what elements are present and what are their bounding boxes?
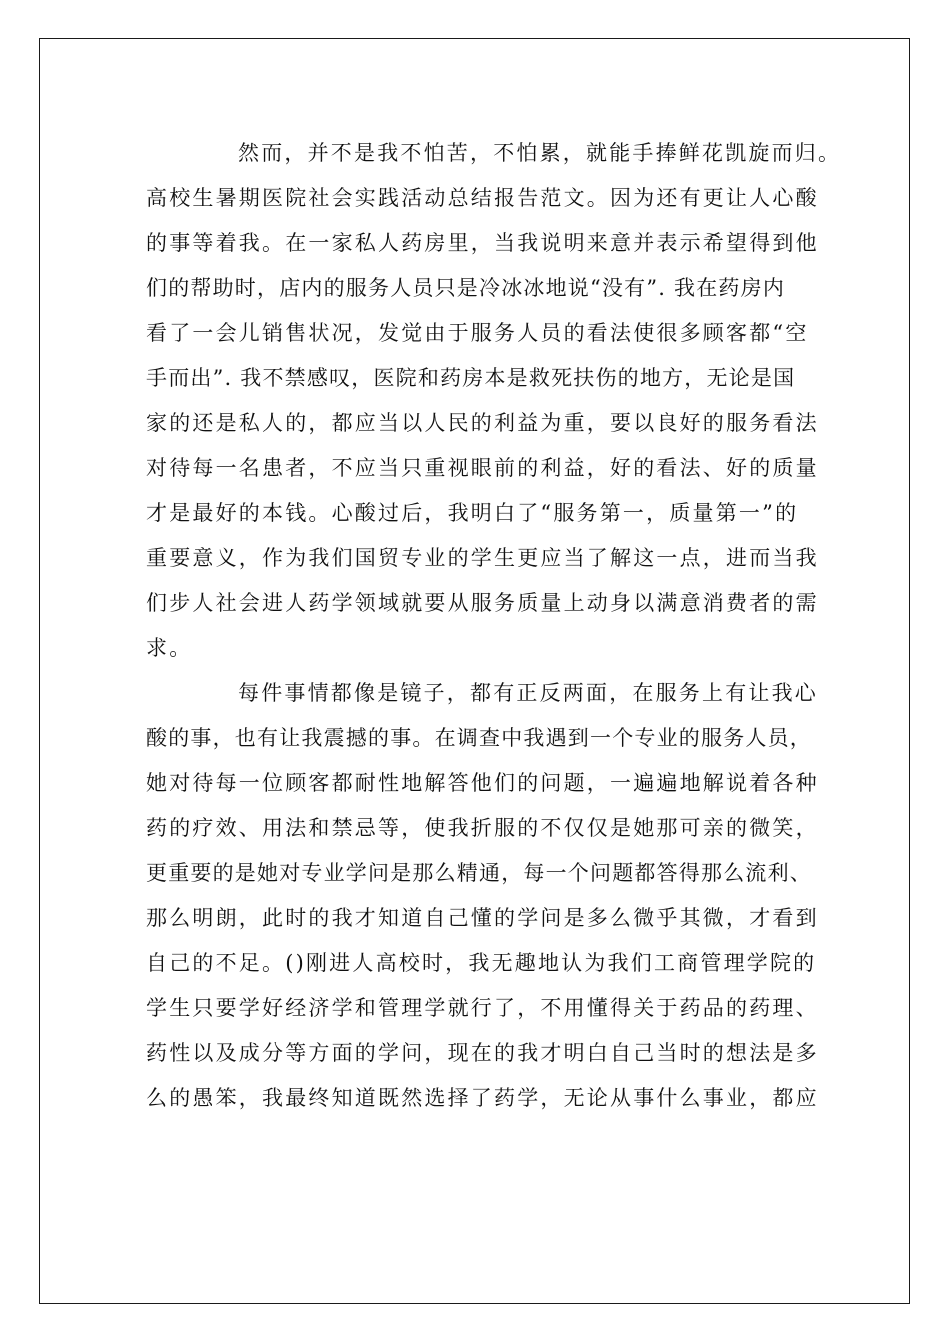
- paragraph-1: [146, 131, 842, 671]
- text-line: 的事等着我。在一家私人药房里，当我说明来意并表示希望得到他: [146, 231, 819, 255]
- text-line: 学生只要学好经济学和管理学就行了，不用懂得关于药品的药理、: [146, 996, 819, 1020]
- paragraph-2: [146, 671, 818, 1121]
- text-line: 才是最好的本钱。心酸过后，我明白了“服务第一，质量第一”的: [146, 501, 799, 525]
- text-line: 们步人社会进人药学领域就要从服务质量上动身以满意消费者的需: [146, 591, 819, 615]
- text-line: 么的愚笨，我最终知道既然选择了药学，无论从事什么事业，都应: [146, 1086, 819, 1110]
- text-line: 自己的不足。()刚进人高校时，我无趣地认为我们工商管理学院的: [146, 951, 817, 975]
- document-body: [146, 131, 842, 1121]
- text-line: 她对待每一位顾客都耐性地解答他们的问题，一遍遍地解说着各种: [146, 771, 819, 795]
- text-line: 对待每一名患者，不应当只重视眼前的利益，好的看法、好的质量: [146, 456, 819, 480]
- text-line: 家的还是私人的，都应当以人民的利益为重，要以良好的服务看法: [146, 411, 819, 435]
- text-line: 们的帮助时，店内的服务人员只是冷冰冰地说“没有”. 我在药房内: [146, 276, 786, 300]
- text-line: 酸的事，也有让我震撼的事。在调查中我遇到一个专业的服务人员，: [146, 726, 812, 750]
- text-line: 更重要的是她对专业学问是那么精通，每一个问题都答得那么流利、: [146, 861, 812, 885]
- text-line: 药的疗效、用法和禁忌等，使我折服的不仅仅是她那可亲的微笑，: [146, 816, 819, 840]
- text-line: 手而出”. 我不禁感叹，医院和药房本是救死扶伤的地方，无论是国: [146, 366, 796, 390]
- text-line: 那么明朗，此时的我才知道自己懂的学问是多么微乎其微，才看到: [146, 906, 819, 930]
- text-line: 然而，并不是我不怕苦，不怕累，就能手捧鲜花凯旋而归。: [238, 141, 842, 165]
- text-line: 看了一会儿销售状况，发觉由于服务人员的看法使很多顾客都“空: [146, 321, 809, 345]
- text-line: 高校生暑期医院社会实践活动总结报告范文。因为还有更让人心酸: [146, 186, 819, 210]
- text-line: 求。: [146, 636, 193, 660]
- text-line: 重要意义，作为我们国贸专业的学生更应当了解这一点，进而当我: [146, 546, 819, 570]
- text-line: 药性以及成分等方面的学问，现在的我才明白自己当时的想法是多: [146, 1041, 819, 1065]
- text-line: 每件事情都像是镜子，都有正反两面，在服务上有让我心: [238, 681, 818, 705]
